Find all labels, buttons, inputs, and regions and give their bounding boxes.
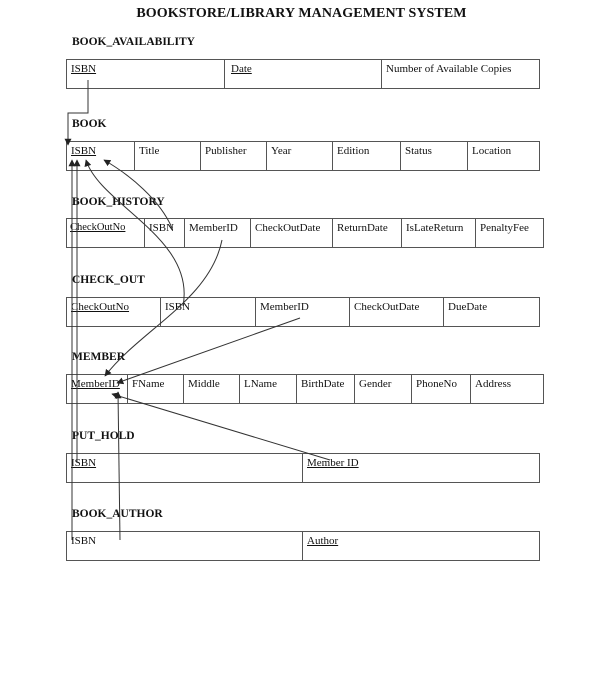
diagram-title: BOOKSTORE/LIBRARY MANAGEMENT SYSTEM <box>136 6 467 21</box>
field-memberid: MemberID <box>256 298 350 326</box>
relation-book-author <box>66 531 540 561</box>
field-address: Address <box>475 378 512 390</box>
relation-put-hold <box>66 453 540 483</box>
field-memberid: MemberID <box>67 375 128 403</box>
field-returndate: ReturnDate <box>333 219 402 247</box>
relation-book <box>66 141 540 171</box>
relation-member <box>66 374 544 404</box>
relation-check-out <box>66 297 540 327</box>
field-status: Status <box>401 142 468 170</box>
relation-book-history <box>66 218 544 248</box>
field-isbn: ISBN <box>161 298 256 326</box>
table-name-check-out: CHECK_OUT <box>72 274 145 286</box>
field-title: Title <box>135 142 201 170</box>
field-checkoutno: CheckOutNo <box>67 298 161 326</box>
table-name-book: BOOK <box>72 118 107 130</box>
field-checkoutdate: CheckOutDate <box>350 298 444 326</box>
field-lname: LName <box>240 375 297 403</box>
field-available-copies: Number of Available Copies <box>386 63 512 75</box>
field-publisher: Publisher <box>201 142 267 170</box>
field-phoneno: PhoneNo <box>412 375 471 403</box>
field-author: Author <box>307 535 339 547</box>
field-isbn: ISBN <box>145 219 185 247</box>
table-name-book-author: BOOK_AUTHOR <box>72 508 163 520</box>
field-middle: Middle <box>184 375 240 403</box>
field-isbn: ISBN <box>67 142 135 170</box>
field-member-id: Member ID <box>307 457 359 469</box>
table-name-put-hold: PUT_HOLD <box>72 430 135 442</box>
field-fname: FName <box>128 375 184 403</box>
field-date: Date <box>225 60 382 88</box>
table-name-member: MEMBER <box>72 351 126 363</box>
field-checkoutno: CheckOutNo <box>67 219 145 247</box>
arrow-availability-isbn <box>68 80 88 145</box>
field-birthdate: BirthDate <box>297 375 355 403</box>
field-gender: Gender <box>355 375 412 403</box>
field-year: Year <box>267 142 333 170</box>
field-memberid: MemberID <box>185 219 251 247</box>
field-checkoutdate: CheckOutDate <box>251 219 333 247</box>
table-name-book-history: BOOK_HISTORY <box>72 196 165 208</box>
field-location: Location <box>472 145 512 157</box>
field-duedate: DueDate <box>448 301 488 313</box>
field-edition: Edition <box>333 142 401 170</box>
table-name-book-availability: BOOK_AVAILABILITY <box>72 36 195 48</box>
field-penaltyfee: PenaltyFee <box>480 222 529 234</box>
relation-book-availability <box>66 59 540 89</box>
field-isbn: ISBN <box>67 60 225 88</box>
field-isbn: ISBN <box>67 454 303 482</box>
field-isbn: ISBN <box>67 532 303 560</box>
field-islatereturn: IsLateReturn <box>402 219 476 247</box>
